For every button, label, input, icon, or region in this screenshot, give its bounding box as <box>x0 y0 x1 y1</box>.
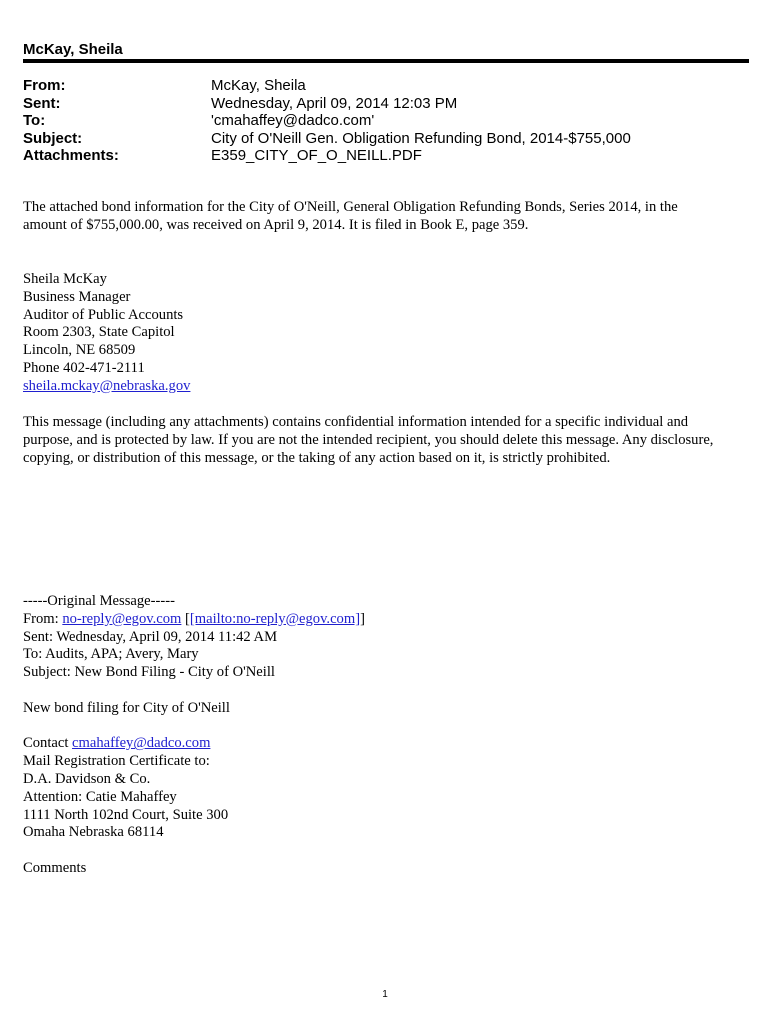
header-row-to <box>23 112 631 130</box>
disclaimer-line: purpose, and is protected by law. If you are not the intended recipient, you should delete this message. Any disclosure, <box>23 431 714 448</box>
street-address: 1111 North 102nd Court, Suite 300 <box>23 806 229 823</box>
attention-line: Attention: Catie Mahaffey <box>23 788 177 805</box>
header-row-from <box>23 77 631 95</box>
email-title: McKay, Sheila <box>23 41 123 58</box>
to-label: To: <box>23 112 46 129</box>
header-row-attachments <box>23 147 631 165</box>
original-message <box>23 593 748 878</box>
signature-phone: Phone 402-471-2111 <box>23 359 145 376</box>
contact-line <box>23 735 748 753</box>
attachments-label: Attachments: <box>23 147 119 164</box>
contact-email-link[interactable]: cmahaffey@dadco.com <box>72 735 211 752</box>
comments-label: Comments <box>23 859 87 876</box>
original-subject: Subject: New Bond Filing - City of O'Neill <box>23 664 275 681</box>
signature-email-line <box>23 378 748 396</box>
mail-registration-line: Mail Registration Certificate to: <box>23 753 210 770</box>
signature-block <box>23 271 748 396</box>
company-name: D.A. Davidson & Co. <box>23 770 151 787</box>
header-row-subject <box>23 130 631 148</box>
to-value: 'cmahaffey@dadco.com' <box>211 112 375 129</box>
sent-label: Sent: <box>23 94 61 112</box>
header-row-sent <box>23 95 631 113</box>
original-from-line: From: no-reply@egov.com [[mailto:no-reply@egov.com]] <box>23 610 365 627</box>
signature-role: Business Manager <box>23 288 131 305</box>
original-separator: -----Original Message----- <box>23 593 175 609</box>
page-number: 1 <box>382 989 388 1000</box>
spacer <box>23 718 748 736</box>
city-address: Omaha Nebraska 68114 <box>23 824 164 841</box>
original-intro: New bond filing for City of O'Neill <box>23 699 230 716</box>
attachment-filename[interactable]: E359_CITY_OF_O_NEILL.PDF <box>211 147 422 164</box>
body-line: The attached bond information for the City of O'Neill, General Obligation Refunding Bonds, Series 2014, in the <box>23 199 678 215</box>
signature-office: Auditor of Public Accounts <box>23 306 184 323</box>
title-divider <box>23 59 749 63</box>
sent-value: Wednesday, April 09, 2014 12:03 PM <box>211 94 458 112</box>
original-from-email-link[interactable]: no-reply@egov.com <box>62 610 182 627</box>
disclaimer-line: copying, or distribution of this message, or the taking of any action based on it, is strictly prohibited. <box>23 449 611 466</box>
signature-name: Sheila McKay <box>23 271 107 287</box>
subject-value: City of O'Neill Gen. Obligation Refunding Bond, 2014-$755,000 <box>211 129 631 147</box>
subject-label: Subject: <box>23 129 83 147</box>
signature-room: Room 2303, State Capitol <box>23 324 175 341</box>
spacer <box>23 682 748 700</box>
email-header-fields <box>23 77 631 165</box>
original-mailto-link[interactable]: [mailto:no-reply@egov.com] <box>189 610 361 627</box>
original-sent: Sent: Wednesday, April 09, 2014 11:42 AM <box>23 628 278 645</box>
spacer <box>23 842 748 860</box>
signature-city: Lincoln, NE 68509 <box>23 342 136 359</box>
disclaimer-line: This message (including any attachments) contains confidential information intended for a specific individual and <box>23 414 689 430</box>
original-from-label: From: <box>23 610 63 627</box>
original-to: To: Audits, APA; Avery, Mary <box>23 646 199 663</box>
message-body <box>23 199 748 235</box>
from-value: McKay, Sheila <box>211 77 306 94</box>
from-label: From: <box>23 77 66 94</box>
signature-email-link[interactable]: sheila.mckay@nebraska.gov <box>23 377 191 394</box>
confidentiality-disclaimer <box>23 414 748 467</box>
body-line: amount of $755,000.00, was received on April 9, 2014. It is filed in Book E, page 359. <box>23 216 529 233</box>
contact-label: Contact <box>23 735 73 752</box>
